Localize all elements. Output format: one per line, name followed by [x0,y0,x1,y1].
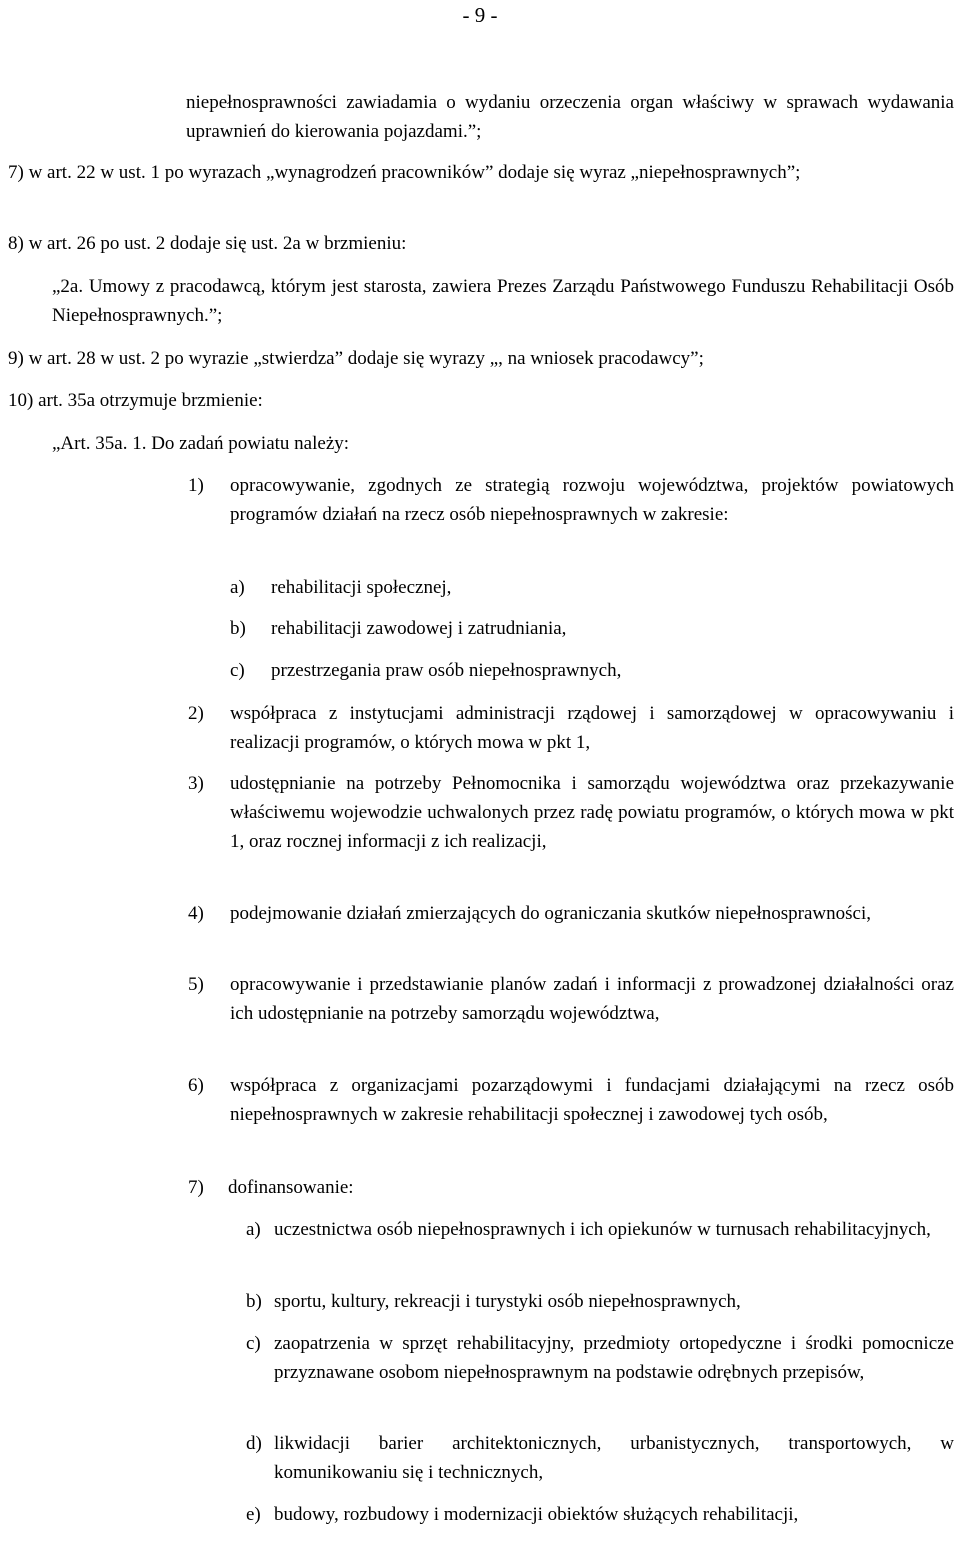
item-label: d) [246,1433,262,1454]
task-item-2 [188,699,954,757]
item-label: c) [230,660,245,681]
item-label: a) [230,577,245,598]
item-text: sportu, kultury, rekreacji i turystyki osób niepełnosprawnych, [274,1291,741,1312]
item-text: udostępnianie na potrzeby Pełnomocnika i samorządu województwa oraz przekazywanie właściwemu wojewodzie uchwalonych przez radę powiatu programów, o których mowa w pkt 1, oraz rocznej informacji z ich realizacji, [230,773,954,852]
item-text: likwidacji barier architektonicznych, urbanistycznych, transportowych, w komunikowaniu się i technicznych, [274,1433,954,1483]
item-text: podejmowanie działań zmierzających do ograniczania skutków niepełnosprawności, [230,903,872,924]
item-label: b) [230,618,246,639]
task-item-1a [230,573,954,602]
item-label: 5) [188,974,204,995]
item-label: b) [246,1291,262,1312]
task-item-7e [246,1500,954,1529]
task-item-6 [188,1071,954,1129]
item-label: 7) [188,1177,204,1198]
task-item-1c [230,656,954,685]
item-text: przestrzegania praw osób niepełnosprawnych, [271,660,622,681]
item-label: c) [246,1333,261,1354]
task-item-7b [246,1287,954,1316]
item-label: e) [246,1504,261,1525]
item-text: opracowywanie, zgodnych ze strategią rozwoju województwa, projektów powiatowych programów działań na rzecz osób niepełnosprawnych w zakresie: [230,475,954,525]
task-item-1 [188,471,954,529]
item-text: budowy, rozbudowy i modernizacji obiektów służących rehabilitacji, [274,1504,799,1525]
item-text: współpraca z organizacjami pozarządowymi i fundacjami działającymi na rzecz osób niepełnosprawnych w zakresie rehabilitacji społecznej i zawodowej tych osób, [230,1075,954,1125]
amendment-point-8: 8) w art. 26 po ust. 2 dodaje się ust. 2a w brzmieniu: [8,233,407,254]
item-label: 1) [188,475,204,496]
item-text: współpraca z instytucjami administracji rządowej i samorządowej w opracowywaniu i realizacji programów, o których mowa w pkt 1, [230,703,954,753]
task-item-1b [230,614,954,643]
amendment-point-7: 7) w art. 22 w ust. 1 po wyrazach „wynagrodzeń pracowników” dodaje się wyraz „niepełnosprawnych”; [8,162,801,183]
task-item-7a [246,1215,954,1244]
item-label: 2) [188,703,204,724]
item-text: uczestnictwa osób niepełnosprawnych i ich opiekunów w turnusach rehabilitacyjnych, [274,1219,931,1240]
amendment-point-10: 10) art. 35a otrzymuje brzmienie: [8,390,263,411]
task-item-5 [188,970,954,1028]
amendment-point-9: 9) w art. 28 w ust. 2 po wyrazie „stwierdza” dodaje się wyrazy „, na wniosek pracodawcy”; [8,348,704,369]
item-text: rehabilitacji zawodowej i zatrudniania, [271,618,567,639]
item-text: rehabilitacji społecznej, [271,577,452,598]
item-text: opracowywanie i przedstawianie planów zadań i informacji z prowadzonej działalności oraz ich udostępnianie na potrzeby samorządu województwa, [230,974,954,1024]
article-35a-heading: „Art. 35a. 1. Do zadań powiatu należy: [52,433,350,454]
task-item-7c [246,1329,954,1387]
item-label: 4) [188,903,204,924]
task-item-7d [246,1429,954,1487]
amendment-point-8-text: „2a. Umowy z pracodawcą, którym jest starosta, zawiera Prezes Zarządu Państwowego Funduszu Rehabilitacji Osób Niepełnosprawnych.”; [52,276,954,326]
item-text: zaopatrzenia w sprzęt rehabilitacyjny, przedmioty ortopedyczne i środki pomocnicze przyznawane osobom niepełnosprawnym na podstawie odrębnych przepisów, [274,1333,954,1383]
item-text: dofinansowanie: [228,1177,354,1198]
item-label: 6) [188,1075,204,1096]
paragraph-continuation: niepełnosprawności zawiadamia o wydaniu orzeczenia organ właściwy w sprawach wydawania uprawnień do kierowania pojazdami.”; [186,92,954,142]
task-item-7 [188,1173,954,1202]
item-label: 3) [188,773,204,794]
item-label: a) [246,1219,261,1240]
task-item-3 [188,769,954,856]
task-item-4 [188,899,954,928]
page-number: - 9 - [462,3,498,27]
